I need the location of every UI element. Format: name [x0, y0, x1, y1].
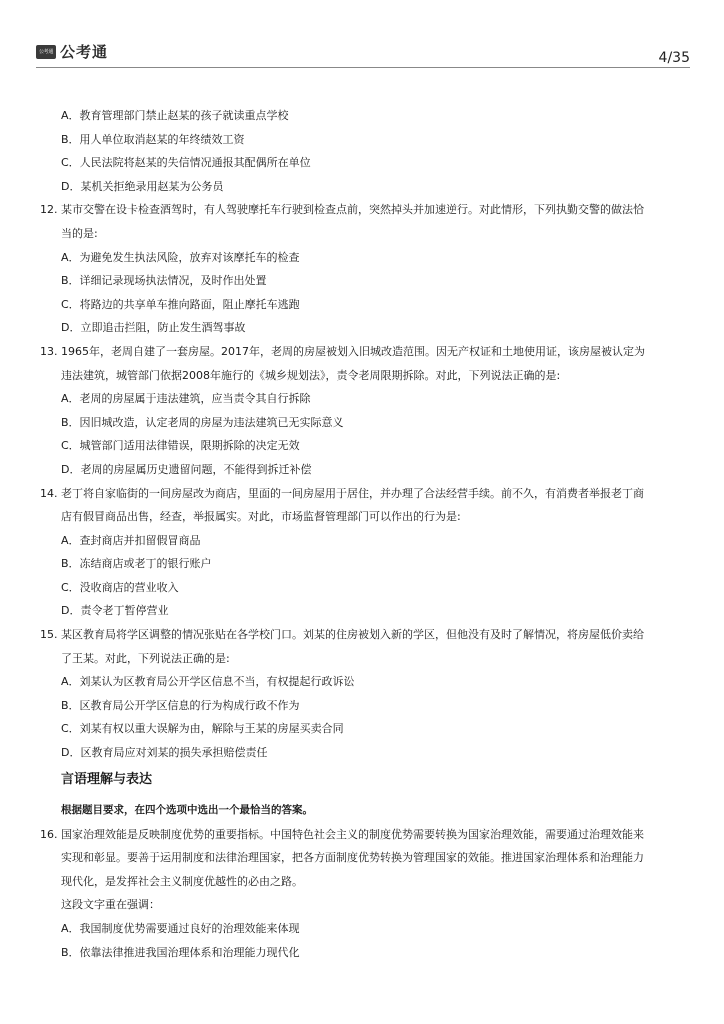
question-number: 14. [40, 486, 58, 500]
question-11-options [36, 104, 688, 198]
question-content [36, 104, 688, 964]
question-stem: 14. 老丁将自家临街的一间房屋改为商店，里面的一间房屋用于居住，并办理了合法经营手续。前不久，有消费者举报老丁商 [36, 482, 688, 506]
question-stem: 现代化，是发挥社会主义制度优越性的必由之路。 [61, 874, 303, 888]
option-b: B．区教育局公开学区信息的行为构成行政不作为 [61, 698, 300, 712]
section-title: 言语理解与表达 [61, 771, 153, 787]
option-a: A．查封商店并扣留假冒商品 [61, 533, 201, 547]
option-c: C．人民法院将赵某的失信情况通报其配偶所在单位 [61, 156, 311, 170]
option-b: B．冻结商店或老丁的银行账户 [61, 557, 212, 571]
question-number: 12. [40, 203, 58, 217]
option-d: D．老周的房屋属历史遗留问题，不能得到拆迁补偿 [61, 462, 312, 476]
option-d: D．责令老丁暂停营业 [61, 604, 169, 618]
option-c: C．刘某有权以重大误解为由，解除与王某的房屋买卖合同 [61, 722, 344, 736]
question-stem: 16. 国家治理效能是反映制度优势的重要指标。中国特色社会主义的制度优势需要转换为国家治理效能，需要通过治理效能来 [36, 823, 688, 847]
question-stem: 店有假冒商品出售，经查，举报属实。对此，市场监督管理部门可以作出的行为是: [61, 510, 461, 524]
question-12 [36, 198, 688, 340]
question-number: 15. [40, 628, 58, 642]
question-stem: 实现和彰显。要善于运用制度和法律治理国家，把各方面制度优势转换为管理国家的效能。推进国家治理体系和治理能力 [61, 851, 644, 865]
option-b: B．因旧城改造，认定老周的房屋为违法建筑已无实际意义 [61, 415, 344, 429]
brand-name: 公考通 [60, 43, 109, 61]
option-a: A．刘某认为区教育局公开学区信息不当，有权提起行政诉讼 [61, 675, 355, 689]
question-stem: 13. 1965年，老周自建了一套房屋。2017年，老周的房屋被划入旧城改造范围。因无产权证和土地使用证，该房屋被认定为 [36, 340, 688, 364]
option-a: A．教育管理部门禁止赵某的孩子就读重点学校 [61, 109, 289, 122]
question-14 [36, 482, 688, 624]
option-b: B．用人单位取消赵某的年终绩效工资 [61, 132, 245, 146]
question-stem: 违法建筑，城管部门依据2008年施行的《城乡规划法》，责令老周限期拆除。对此，下列说法正确的是: [61, 368, 561, 382]
option-d: D．区教育局应对刘某的损失承担赔偿责任 [61, 746, 268, 760]
question-stem: 12. 某市交警在设卡检查酒驾时，有人驾驶摩托车行驶到检查点前，突然掉头并加速逆行。对此情形，下列执勤交警的做法恰 [36, 198, 688, 222]
question-16 [36, 823, 688, 965]
option-c: C．城管部门适用法律错误，限期拆除的决定无效 [61, 439, 300, 453]
question-number: 13. [40, 344, 58, 358]
page-header [36, 40, 688, 68]
brand-logo-icon: 公考通 [36, 45, 56, 59]
question-stem: 15. 某区教育局将学区调整的情况张贴在各学校门口。刘某的住房被划入新的学区，但他没有及时了解情况，将房屋低价卖给 [36, 623, 688, 647]
question-13 [36, 340, 688, 482]
question-15 [36, 623, 688, 765]
option-c: C．没收商店的营业收入 [61, 580, 179, 594]
option-b: B．依靠法律推进我国治理体系和治理能力现代化 [61, 945, 300, 959]
page-number: 4/35 [658, 50, 690, 66]
question-stem: 了王某。对此，下列说法正确的是: [61, 651, 230, 665]
option-d: D．某机关拒绝录用赵某为公务员 [61, 179, 224, 193]
question-stem: 当的是: [61, 226, 98, 240]
option-c: C．将路边的共享单车推向路面，阻止摩托车逃跑 [61, 297, 300, 311]
option-a: A．老周的房屋属于违法建筑，应当责令其自行拆除 [61, 392, 311, 406]
question-number: 16. [40, 827, 58, 841]
option-d: D．立即追击拦阻，防止发生酒驾事故 [61, 321, 246, 335]
header-divider [36, 67, 690, 68]
section-instruction: 根据题目要求，在四个选项中选出一个最恰当的答案。 [61, 803, 313, 816]
question-prompt: 这段文字重在强调： [61, 898, 160, 912]
option-a: A．为避免发生执法风险，放弃对该摩托车的检查 [61, 250, 300, 264]
option-b: B．详细记录现场执法情况，及时作出处置 [61, 274, 267, 288]
option-a: A．我国制度优势需要通过良好的治理效能来体现 [61, 922, 300, 935]
